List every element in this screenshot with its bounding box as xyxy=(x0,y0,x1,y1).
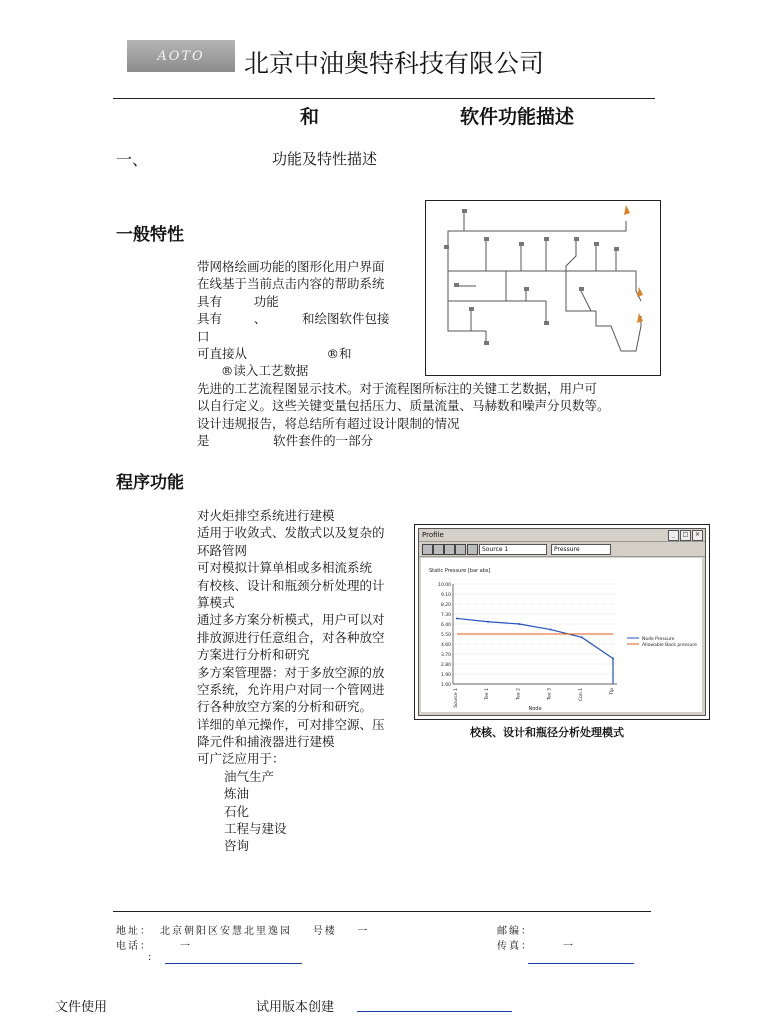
variable-select[interactable]: Pressure xyxy=(551,544,611,555)
general-line: 带网格绘画功能的图形化用户界面 xyxy=(197,259,385,274)
pressure-profile-chart xyxy=(421,558,702,712)
print-icon[interactable] xyxy=(422,544,433,555)
profile-toolbar xyxy=(419,542,705,557)
network-diagram-figure xyxy=(425,200,661,376)
program-line: 详细的单元操作，可对排空源、压 xyxy=(197,716,385,732)
company-name: 北京中油奥特科技有限公司 xyxy=(244,49,545,78)
x-tick-label: Con 1 xyxy=(578,688,584,702)
y-axis-label: Static Pressure [bar abs] xyxy=(429,568,491,574)
y-tick-label: 7.30 xyxy=(440,613,451,618)
website-link[interactable] xyxy=(528,963,634,964)
program-line: 对火炬排空系统进行建模 xyxy=(197,508,335,523)
watermark-left: 文件使用 xyxy=(55,1000,108,1015)
profile-window xyxy=(418,528,706,716)
save-icon[interactable] xyxy=(444,544,455,555)
general-heading: 一般特性 xyxy=(116,225,184,245)
maximize-icon[interactable]: □ xyxy=(680,530,691,541)
general-line: 具有 功能 xyxy=(197,293,279,309)
y-tick-label: 8.20 xyxy=(440,603,451,608)
program-line: 适用于收敛式、发散式以及复杂的 xyxy=(197,525,385,541)
watermark-link[interactable] xyxy=(357,1011,512,1012)
window-controls xyxy=(668,530,703,541)
company-logo xyxy=(127,40,235,72)
y-tick-label: 6.40 xyxy=(440,623,451,628)
source-select[interactable]: Source 1 xyxy=(479,544,547,555)
phone-value: 一 xyxy=(180,941,192,952)
y-tick-label: 9.10 xyxy=(440,593,451,598)
profile-window-title: Profile xyxy=(419,529,705,542)
program-features-list xyxy=(197,507,385,855)
postcode-label: 邮编： xyxy=(497,926,533,937)
doc-title-right: 软件功能描述 xyxy=(460,106,575,128)
profile-caption: 校核、设计和瓶径分析处理模式 xyxy=(470,726,624,739)
program-line: 算模式 xyxy=(197,594,235,610)
program-line: 有校核、设计和瓶颈分析处理的计 xyxy=(197,577,385,593)
y-tick-label: 5.50 xyxy=(440,633,451,638)
logo-text: AOTO xyxy=(157,48,205,64)
fax-label: 传真： xyxy=(497,941,533,952)
profile-figure xyxy=(414,524,710,720)
application-item: 工程与建设 xyxy=(224,821,287,837)
application-item: 油气生产 xyxy=(224,768,275,784)
data-point xyxy=(487,621,489,623)
close-icon[interactable]: × xyxy=(692,530,703,541)
general-line: ®读入工艺数据 xyxy=(197,363,309,379)
y-tick-label: 1.90 xyxy=(440,673,451,678)
minimize-icon[interactable]: _ xyxy=(668,530,679,541)
x-tick-label: Tee 1 xyxy=(485,688,491,700)
watermark-right: 试用版本创建 xyxy=(256,1000,335,1015)
application-item: 咨询 xyxy=(224,838,250,854)
grid-icon[interactable] xyxy=(467,544,478,555)
application-item: 石化 xyxy=(224,803,250,819)
zoom-icon[interactable] xyxy=(455,544,466,555)
program-line: 环路管网 xyxy=(197,542,248,558)
doc-title-left: 和 xyxy=(300,106,320,128)
general-line: 口 xyxy=(197,328,210,344)
x-axis-label: Node xyxy=(528,706,542,712)
data-point xyxy=(456,617,458,619)
program-line: 方案进行分析和研究 xyxy=(197,647,310,663)
footer-rule xyxy=(113,911,651,912)
application-item: 炼油 xyxy=(224,786,250,802)
header-rule xyxy=(113,98,655,99)
section-heading: 功能及特性描述 xyxy=(272,150,378,168)
y-tick-label: 2.80 xyxy=(440,663,451,668)
program-line: 降元件和捕液器进行建模 xyxy=(197,734,335,750)
general-line: 是 软件套件的一部分 xyxy=(197,432,374,448)
program-line: 空系统，允许用户对同一个管网进 xyxy=(197,681,385,697)
x-tick-label: Source 1 xyxy=(454,688,459,708)
program-line: 多方案管理器：对于多放空源的放 xyxy=(197,664,385,680)
email-label: : xyxy=(148,952,154,963)
y-tick-label: 1.00 xyxy=(440,683,451,688)
data-point xyxy=(518,623,520,625)
program-line: 可广泛应用于： xyxy=(197,751,285,767)
general-line: 可直接从 ®和 xyxy=(197,345,352,361)
general-line: 具有 、 和绘图软件包接 xyxy=(197,311,390,327)
general-line: 设计违规报告，将总结所有超过设计限制的情况 xyxy=(197,415,460,431)
program-heading: 程序功能 xyxy=(116,473,184,493)
program-line: 行各种放空方案的分析和研究。 xyxy=(197,699,373,715)
email-link[interactable] xyxy=(165,963,302,964)
general-line: 在线基于当前点击内容的帮助系统 xyxy=(197,276,385,292)
legend-entry: Node Pressure xyxy=(642,636,675,642)
program-line: 可对模拟计算单相或多相流系统 xyxy=(197,560,373,576)
general-line: 以自行定义。这些关键变量包括压力、质量流量、马赫数和噪声分贝数等。 xyxy=(197,398,610,414)
x-tick-label: Tee 3 xyxy=(547,688,553,700)
fax-value: 一 xyxy=(563,941,575,952)
data-point xyxy=(581,636,583,638)
program-line: 排放源进行任意组合，对各种放空 xyxy=(197,629,385,645)
address-label: 地址： xyxy=(116,926,152,937)
y-tick-label: 4.60 xyxy=(440,643,451,648)
copy-icon[interactable] xyxy=(433,544,444,555)
legend-entry: Allowable Back pressure xyxy=(642,642,697,648)
section-number: 一、 xyxy=(116,150,149,169)
general-line: 先进的工艺流程图显示技术。对于流程图所标注的关键工艺数据，用户可 xyxy=(197,380,598,396)
y-tick-label: 3.70 xyxy=(440,653,451,658)
data-point xyxy=(550,629,552,631)
phone-label: 电话： xyxy=(116,941,152,952)
address-value: 北京朝阳区安慧北里逸园 号楼 一 xyxy=(160,926,370,937)
x-tick-label: Tip xyxy=(610,688,615,695)
flare-network-diagram xyxy=(426,201,660,375)
program-line: 通过多方案分析模式，用户可以对 xyxy=(197,612,385,628)
x-tick-label: Tee 2 xyxy=(516,688,522,700)
y-tick-label: 10.00 xyxy=(438,583,451,588)
profile-plot-area xyxy=(421,558,702,712)
series-line xyxy=(457,618,613,658)
